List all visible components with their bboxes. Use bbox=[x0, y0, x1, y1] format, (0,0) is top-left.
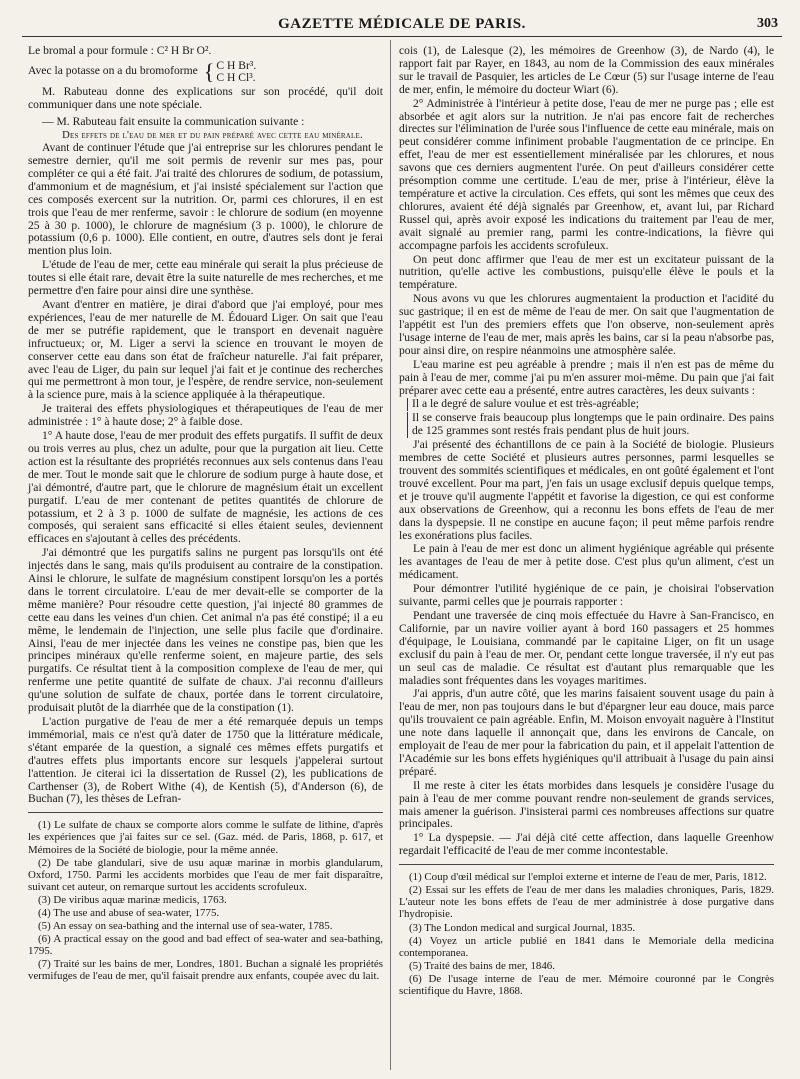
formula-stack bbox=[216, 60, 256, 84]
paragraph: cois (1), de Lalesque (2), les mémoires de Greenhow (3), de Nardo (4), le rapport fait par Rayer, en 1843, au nom de la Commission des eaux minérales sur le travail de Pasquier, les articles de Le Cœur (5) sur l'usage interne de l'eau de mer, enfin, le mémoire du docteur Wiart (6). bbox=[399, 44, 774, 96]
paragraph: — M. Rabuteau fait ensuite la communication suivante : bbox=[42, 114, 305, 128]
footnote-rule bbox=[28, 812, 383, 813]
paragraph: Le pain à l'eau de mer est donc un aliment hygiénique agréable qui présente les avantages de l'eau de mer à petite dose. C'est plus qu'un aliment, c'est un médicament. bbox=[399, 542, 774, 582]
section-title: Des effets de l'eau de mer et du pain préparé avec cette eau minérale. bbox=[62, 129, 363, 141]
paragraph: Avant de continuer l'étude que j'ai entreprise sur les chlorures pendant le semestre dernier, qu'il me soit permis de revenir sur mes pas, pour compléter ce qui a été fait. J'ai traité des chlorures de sodium, de potassium, d'ammonium et de magnésium, et j'ai insisté spécialement sur l'action que ces composés exercent sur la nutrition. Or, parmi ces chlorures, il en est trois que l'eau de mer renferme, savoir : le chlorure de sodium (en moyenne 25 à 30 p. 1000), le chlorure de magnésium (3 p. 1000), le chlorure de potassium (0,6 p. 1000). Elle contient, en outre, d'autres sels dont je ferai mention plus loin. bbox=[28, 141, 383, 258]
brace-icon: { bbox=[203, 58, 215, 84]
journal-title: GAZETTE MÉDICALE DE PARIS. bbox=[278, 16, 526, 32]
footnote: (4) The use and abuse of sea-water, 1775. bbox=[38, 907, 220, 919]
paragraph: J'ai présenté des échantillons de ce pain à la Société de biologie. Plusieurs membres de cette Société et plusieurs autres personnes, parmi lesquelles se trouvent des sommités scientifiques et médicales, en ont goûté également et l'ont trouvé excellent. Pour ma part, j'en fais un usage exclusif depuis quelque temps, et je trouve qu'il augmente l'appétit et favorise la digestion, ce qui est conforme aux observations de Greenhow, qui a reconnu les bons effets de l'eau de mer dans la dyspepsie. Il ne constipe en aucune façon; il peut même parfois rendre les exonérations plus faciles. bbox=[399, 438, 774, 542]
bracketed-item: Il se conserve frais beaucoup plus longtemps que le pain ordinaire. Des pains de 125 grammes sont restés frais pendant plus de huit jours. bbox=[407, 412, 774, 438]
bromal-formula: Le bromal a pour formule : C² H Br O². bbox=[28, 44, 212, 57]
formula-lead: Avec la potasse on a du bromoforme bbox=[28, 64, 198, 78]
footnote-rule bbox=[399, 864, 774, 865]
footnote: (3) De viribus aquæ marinæ medicis, 1763. bbox=[38, 893, 227, 906]
footnote: (6) A practical essay on the good and bad effect of sea-water and sea-bathing, 1795. bbox=[28, 933, 383, 958]
footnotes bbox=[28, 819, 383, 982]
footnote: (2) Essai sur les effets de l'eau de mer dans les maladies chroniques, Paris, 1829. L'auteur note les bons effets de l'eau de mer administrée à dose purgative dans l'hydropisie. bbox=[399, 884, 774, 921]
paragraph: L'étude de l'eau de mer, cette eau minérale qui serait la plus précieuse de toutes si elle était rare, devait être la suite naturelle de mes recherches, et me permettre d'en faire pour ainsi dire une synthèse. bbox=[28, 258, 383, 298]
paragraph: Pour démontrer l'utilité hygiénique de ce pain, je choisirai l'observation suivante, parmi celles que je pourrais rapporter : bbox=[399, 582, 774, 609]
paragraph: Pendant une traversée de cinq mois effectuée du Havre à San-Francisco, en Californie, par un navire voilier ayant à bord 160 passagers et 25 hommes d'équipage, le Louisiana, commandé par le capitaine Liger, on fit un usage exclusif du pain à l'eau de mer. Or, pendant cette longue traversée, il n'y eut pas un seul cas de maladie. Ce résultat est d'autant plus remarquable que les maladies sont fréquentes dans les voyages maritimes. bbox=[399, 608, 774, 687]
paragraph: M. Rabuteau donne des explications sur son procédé, qu'il doit communiquer dans une note spéciale. bbox=[28, 84, 383, 111]
footnotes bbox=[399, 871, 774, 997]
footnote: (6) De l'usage interne de l'eau de mer. Mémoire couronné par le Congrès scientifique du Havre, 1868. bbox=[399, 972, 774, 998]
left-column bbox=[28, 45, 383, 984]
paragraph: 2° Administrée à l'intérieur à petite dose, l'eau de mer ne purge pas ; elle est absorbée et agit alors sur la nutrition. Je n'ai pas encore fait de recherches directes sur l'élimination de l'urée sous l'influence de cette eau minérale, mais on peut considérer comme infiniment probable l'augmentation de ce principe. En effet, l'eau de mer est essentiellement minéralisée par les chlorures, et nous savons que ces derniers augmentent l'urée. On peut d'ailleurs considérer cette présomption comme une certitude. L'eau de mer, prise à l'intérieur, élève la température et active la circulation. Ces effets, qui sont les mêmes que ceux des chlorures, avaient été déjà signalés par Greenhow, et, avant lui, par Richard Russel qui, après avoir exposé les indications du traitement par l'eau de mer, avait signalé au premier rang, parmi les contre-indications, la fièvre qui accompagne parfois les accidents scrofuleux. bbox=[399, 96, 774, 252]
paragraph: Nous avons vu que les chlorures augmentaient la production et l'acidité du suc gastrique; il en est de même de l'eau de mer. On sait que l'augmentation de l'appétit est l'un des premiers effets que l'on observe, non-seulement après l'usage interne de l'eau de mer, mais après les bains, car si la peau n'absorbe pas, pour ainsi dire, on respire néanmoins une atmosphère salée. bbox=[399, 292, 774, 357]
footnote: (1) Le sulfate de chaux se comporte alors comme le sulfate de lithine, d'après les expériences que j'ai faites sur ce sel. (Gaz. méd. de Paris, 1868, p. 617, et Mémoires de la Société de biologie, pour la même année. bbox=[28, 819, 383, 856]
paragraph: 1° A haute dose, l'eau de mer produit des effets purgatifs. Il suffit de deux ou trois verres au plus, chez un adulte, pour que la purgation ait lieu. Cette action est la résultante des propriétés reconnues aux sels contenus dans l'eau de mer. Tout le monde sait que le chlorure de sodium purge à haute dose, et j'ai démontré, d'autre part, que le chlorure de magnésium était un excellent purgatif. L'eau de mer contenant de petites quantités de chlorure de potassium, et 2 à 3 p. 1000 de sulfate de magnésie, les actions de ces composés, qui seraient sans efficacité si elles étaient seules, deviennent efficaces en s'ajoutant à celles des précédents. bbox=[28, 429, 383, 546]
paragraph: On peut donc affirmer que l'eau de mer est un excitateur puissant de la nutrition, qu'elle active les combustions, puisqu'elle élève le pouls et la température. bbox=[399, 252, 774, 292]
footnote: (5) An essay on sea-bathing and the internal use of sea-water, 1785. bbox=[38, 920, 333, 933]
footnote: (5) Traité des bains de mer, 1846. bbox=[409, 959, 555, 972]
bromoform-formula bbox=[28, 60, 383, 84]
footnote: (4) Voyez un article publié en 1841 dans le Memoriale della medicina contemporanea. bbox=[399, 934, 774, 959]
right-column bbox=[399, 45, 774, 998]
paragraph: Avant d'entrer en matière, je dirai d'abord que j'ai employé, pour mes expériences, l'eau de mer naturelle de M. Édouard Liger. On sait que l'eau de mer se putréfie rapidement, que le transport en devenait naguère infructueux; or, M. Liger a servi la science en trouvant le moyen de conserver cette eau dans son état de fraîcheur naturelle. J'ai fait préparer, avec l'eau de Liger, du pain sur lequel j'ai fait et je continue des recherches qui me permettront à mon tour, je l'espère, de rendre service, non-seulement à la science pure, mais à la science appliquée à la thérapeutique. bbox=[28, 298, 383, 402]
formula-line: C H Br³. bbox=[216, 58, 257, 72]
paragraph: 1° La dyspepsie. — J'ai déjà cité cette affection, dans laquelle Greenhow regardait l'efficacité de l'eau de mer comme incontestable. bbox=[399, 831, 774, 858]
paragraph: L'action purgative de l'eau de mer a été remarquée depuis un temps immémorial, mais ce n'est qu'à dater de 1750 que la littérature médicale, s'étant emparée de la question, a signalé ces mêmes effets purgatifs et d'autres effets plus importants encore sur lesquels j'appelerai surtout l'attention. Je citerai ici la dissertation de Russel (2), les publications de Carthenser (3), de Robert Withe (4), de Kentish (5), d'Anderson (6), de Buchan (7), les thèses de Lefran- bbox=[28, 715, 383, 806]
paragraph: J'ai appris, d'un autre côté, que les marins faisaient souvent usage du pain à l'eau de mer, non pas toujours dans le but d'épargner leur eau douce, mais parce qu'ils trouvaient ce pain agréable. Enfin, M. Moison envoyait naguère à l'Institut une note dans laquelle il annonçait que, dans les environs de Cancale, on employait de l'eau de mer pour la fabrication du pain, et il appelait l'attention de l'Académie sur les bons effets hygiéniques qu'il attribuait à l'usage du pain ainsi préparé. bbox=[399, 687, 774, 778]
page-number: 303 bbox=[757, 16, 778, 31]
page-header bbox=[22, 10, 782, 37]
paragraph: J'ai démontré que les purgatifs salins ne purgent pas lorsqu'ils ont été injectés dans le sang, mais qu'ils produisent au contraire de la constipation. Ainsi le chlorure, le sulfate de magnésium constipent lorsqu'on les a portés dans le torrent circulatoire. L'eau de mer devait-elle se comporter de la même manière? Pour résoudre cette question, j'ai injecté 80 grammes de cette eau dans les veines d'un chien. Cet animal n'a pas été constipé; il a eu même, le lendemain de l'injection, une selle plus facile que d'ordinaire. Ainsi, l'eau de mer injectée dans les veines ne constipe pas, bien que les principes minéraux qu'elle renferme soient, en majeure partie, des sels purgatifs. Ce résultat tient à la composition complexe de l'eau de mer, qui renferme une petite quantité de sulfate de chaux. J'ai reconnu d'ailleurs qu'une solution de sulfate de chaux, portée dans le torrent circulatoire, produisait plutôt de la diarrhée que de la constipation (1). bbox=[28, 546, 383, 715]
paragraph: L'eau marine est peu agréable à prendre ; mais il n'en est pas de même du pain à l'eau de mer, comme j'ai pu m'en assurer moi-même. Du pain que j'ai fait préparer avec cette eau a présenté, entre autres caractères, les deux suivants : bbox=[399, 357, 774, 397]
footnote: (2) De tabe glandulari, sive de usu aquæ marinæ in morbis glandularum, Oxford, 1750. Parmi les accidents morbides que l'eau de mer fait disparaître, suivant cet auteur, on remarque surtout les accidents scrofuleux. bbox=[28, 856, 383, 893]
footnote: (7) Traité sur les bains de mer, Londres, 1801. Buchan a signalé les propriétés vermifuges de l'eau de mer, qu'il faisait prendre aux enfants, coupée avec du lait. bbox=[28, 958, 383, 983]
footnote: (3) The London medical and surgical Journal, 1835. bbox=[409, 921, 636, 934]
formula-line: C H Cl³. bbox=[216, 70, 256, 84]
bracketed-item: Il a le degré de salure voulue et est très-agréable; bbox=[407, 398, 774, 411]
footnote: (1) Coup d'œil médical sur l'emploi externe et interne de l'eau de mer, Paris, 1812. bbox=[409, 871, 767, 884]
paragraph: Je traiterai des effets physiologiques et thérapeutiques de l'eau de mer administrée : 1° à haute dose; 2° à faible dose. bbox=[28, 402, 383, 429]
paragraph: Il me reste à citer les états morbides dans lesquels je considère l'usage du pain à l'eau de mer comme pouvant rendre non-seulement de grands services, mais amener la guérison. J'insisterai parmi ces nombreuses affections sur quatre principales. bbox=[399, 778, 774, 831]
column-divider bbox=[390, 40, 391, 1070]
